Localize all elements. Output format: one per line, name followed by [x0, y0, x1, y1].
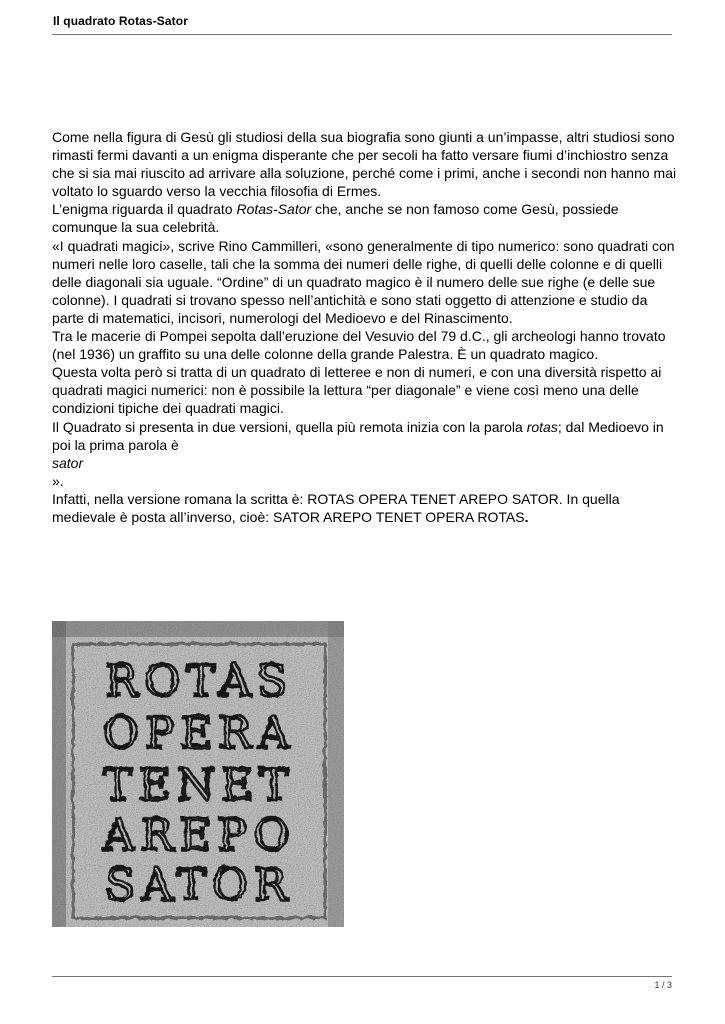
- rotas-sator-term: Rotas-Sator: [236, 201, 312, 218]
- paragraph-7-period: .: [524, 508, 529, 525]
- quote-close: ».: [52, 472, 64, 489]
- stone-carving-image: [52, 621, 344, 927]
- carved-letters: [101, 655, 295, 910]
- sator-square-photo: [52, 621, 344, 927]
- paragraph-4: Tra le macerie di Pompei sepolta dall’eruzione del Vesuvio del 79 d.C., gli archeologi hanno trovato (nel 1936) un graffito su una delle colonne della grande Palestra. È un quadrato magico.: [52, 328, 666, 363]
- rotas-term: rotas: [526, 418, 558, 435]
- footer-divider: [52, 976, 672, 977]
- sator-term: sator: [52, 454, 84, 471]
- row-2-text: OPERA: [101, 707, 295, 758]
- paragraph-2-text: L’enigma riguarda il quadrato: [52, 201, 237, 218]
- paragraph-7: [52, 490, 680, 526]
- row-4-text: AREPO: [101, 809, 295, 860]
- article-body: [52, 128, 680, 526]
- sator-term-line: [52, 454, 680, 472]
- paragraph-2-text-end: che, anche se non famoso come Gesù, possiede comunque la sua celebrità.: [52, 201, 619, 236]
- document-header-title: Il quadrato Rotas-Sator: [53, 14, 188, 28]
- row-1-text: ROTAS: [103, 655, 293, 706]
- paragraph-5: Questa volta però si tratta di un quadrato di letteree e non di numeri, e con una diversità rispetto ai quadrati magici numerici: non è possibile la lettura “per diagonale” e viene così meno una delle condizioni tipiche dei quadrati magici.: [52, 364, 662, 417]
- paragraph-1: Come nella figura di Gesù gli studiosi della sua biografia sono giunti a un’impasse, altri studiosi sono rimasti fermi davanti a un enigma disperante che per secoli ha fatto versare fiumi d’inchiostro senza che si sia mai riuscito ad arrivare alla soluzione, perché come i primi, anche i secondi non hanno mai voltato lo sguardo verso la vecchia filosofia di Ermes.: [52, 129, 677, 200]
- paragraph-3: «I quadrati magici», scrive Rino Cammilleri, «sono generalmente di tipo numerico: sono quadrati con numeri nelle loro caselle, tali che la somma dei numeri delle righe, di quelli delle colonne e di quelli delle diagonali sia uguale. “Ordine” di un quadrato magico è il numero delle sue righe (e delle sue colonne). I quadrati si trovano spesso nell’antichità e sono stati oggetto di attenzione e studio da parte di matematici, incisori, numerologi del Medioevo e del Rinascimento.: [52, 237, 675, 326]
- paragraph-6: [52, 418, 680, 454]
- row-3-text: TENET: [102, 759, 294, 810]
- paragraph-6-text: Il Quadrato si presenta in due versioni, quella più remota inizia con la parola: [52, 418, 527, 435]
- paragraph-6-text-mid: ; dal Medioevo in poi la prima parola è: [52, 418, 664, 453]
- row-5-text: SATOR: [103, 859, 293, 910]
- paragraph-7-text: Infatti, nella versione romana la scritta è: ROTAS OPERA TENET AREPO SATOR. In quella medievale è posta all’inverso, cioè: SATOR AREPO TENET OPERA ROTAS: [52, 490, 620, 525]
- header-divider: [52, 34, 672, 35]
- paragraph-2: [52, 200, 680, 236]
- page-number: 1 / 3: [654, 980, 672, 990]
